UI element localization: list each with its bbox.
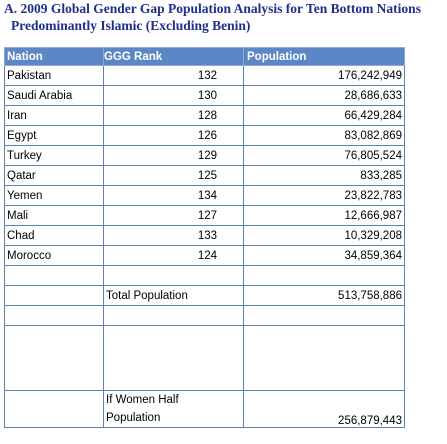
nation-cell: Turkey <box>5 146 104 166</box>
table-row <box>5 246 405 266</box>
table-row <box>5 226 405 246</box>
blank-row <box>5 326 405 391</box>
table-row <box>5 66 405 86</box>
rank-cell: 125 <box>104 166 244 186</box>
population-cell: 12,666,987 <box>244 206 405 226</box>
rank-cell: 127 <box>104 206 244 226</box>
population-table <box>4 47 405 428</box>
nation-cell: Mali <box>5 206 104 226</box>
half-population-value: 256,879,443 <box>244 391 405 428</box>
total-label: Total Population <box>104 286 244 306</box>
header-nation: Nation <box>5 48 104 66</box>
blank-row <box>5 306 405 326</box>
table-row <box>5 86 405 106</box>
total-value: 513,758,886 <box>244 286 405 306</box>
blank-row <box>5 266 405 286</box>
population-cell: 10,329,208 <box>244 226 405 246</box>
population-cell: 833,285 <box>244 166 405 186</box>
population-cell: 23,822,783 <box>244 186 405 206</box>
table-row <box>5 126 405 146</box>
nation-cell: Iran <box>5 106 104 126</box>
table-row <box>5 186 405 206</box>
nation-cell: Qatar <box>5 166 104 186</box>
table-row <box>5 106 405 126</box>
population-cell: 34,859,364 <box>244 246 405 266</box>
population-cell: 66,429,284 <box>244 106 405 126</box>
table-row <box>5 166 405 186</box>
half-population-row <box>5 391 405 428</box>
rank-cell: 129 <box>104 146 244 166</box>
total-row <box>5 286 405 306</box>
population-cell: 28,686,633 <box>244 86 405 106</box>
rank-cell: 128 <box>104 106 244 126</box>
nation-cell: Pakistan <box>5 66 104 86</box>
page-title <box>4 0 444 34</box>
nation-cell: Yemen <box>5 186 104 206</box>
population-cell: 176,242,949 <box>244 66 405 86</box>
rank-cell: 134 <box>104 186 244 206</box>
header-row <box>5 48 405 66</box>
rank-cell: 133 <box>104 226 244 246</box>
rank-cell: 130 <box>104 86 244 106</box>
nation-cell: Saudi Arabia <box>5 86 104 106</box>
title-line-1: A. 2009 Global Gender Gap Population Analysis for Ten Bottom Nations <box>4 1 421 16</box>
rank-cell: 124 <box>104 246 244 266</box>
rank-cell: 126 <box>104 126 244 146</box>
population-cell: 83,082,869 <box>244 126 405 146</box>
table-row <box>5 146 405 166</box>
rank-cell: 132 <box>104 66 244 86</box>
table-row <box>5 206 405 226</box>
title-line-2: Predominantly Islamic (Excluding Benin) <box>11 18 251 33</box>
nation-cell: Morocco <box>5 246 104 266</box>
population-cell: 76,805,524 <box>244 146 405 166</box>
header-ggg-rank: GGG Rank <box>104 48 244 66</box>
nation-cell: Chad <box>5 226 104 246</box>
half-population-label: If Women Half Population <box>104 391 244 428</box>
header-population: Population <box>244 48 405 66</box>
nation-cell: Egypt <box>5 126 104 146</box>
